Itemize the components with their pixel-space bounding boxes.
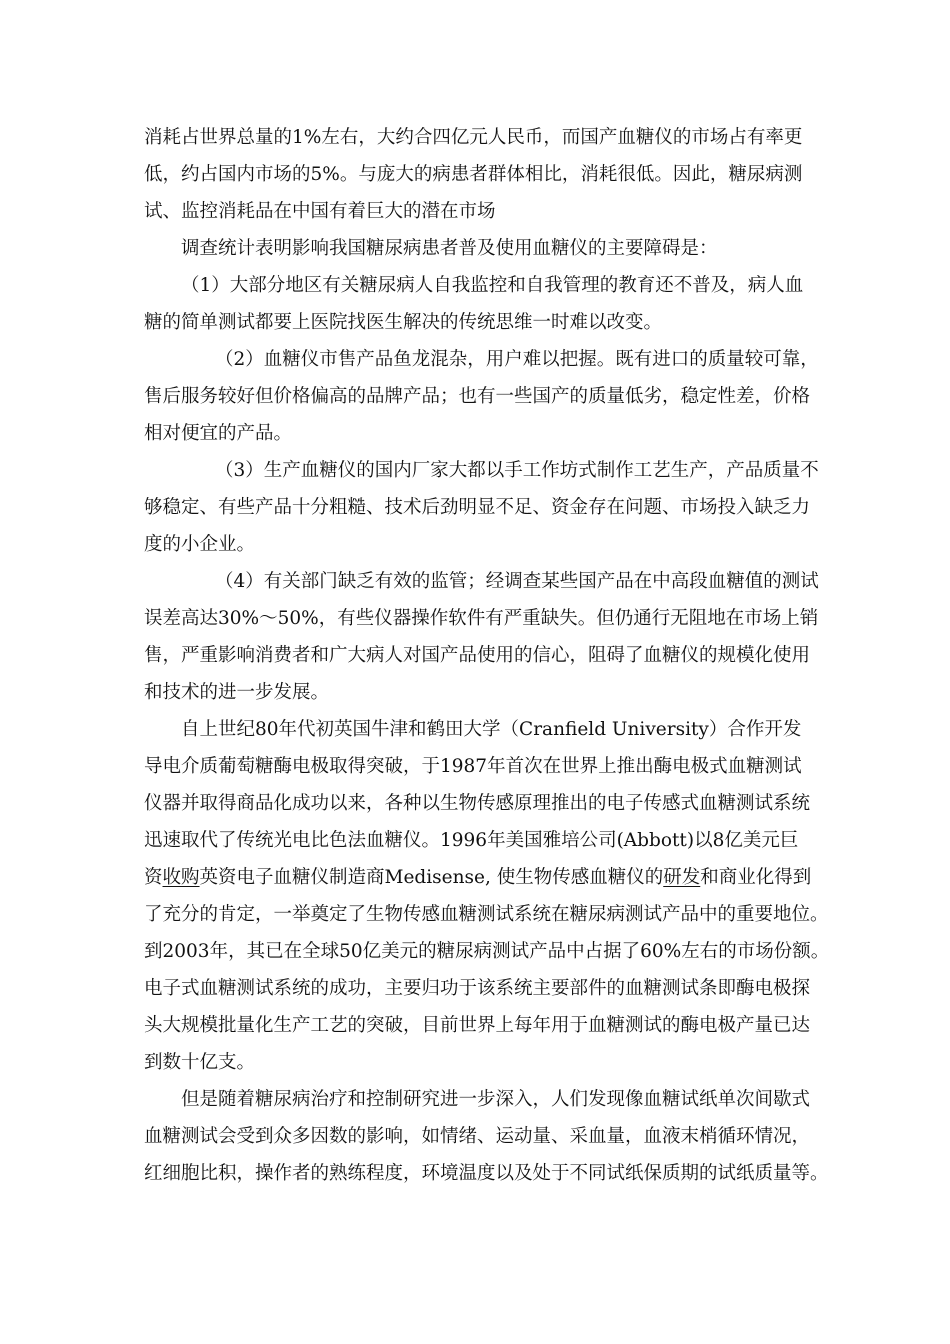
text-line: 低，约占国内市场的5%。与庞大的病患者群体相比，消耗很低。因此，糖尿病测 xyxy=(144,164,803,185)
text-line: 售，严重影响消费者和广大病人对国产品使用的信心，阻碍了血糖仪的规模化使用 xyxy=(144,645,811,666)
text-line: 到数十亿支。 xyxy=(144,1052,256,1073)
text-line: 售后服务较好但价格偏高的品牌产品；也有一些国产的质量低劣，稳定性差，价格 xyxy=(144,386,811,407)
text-line: 但是随着糖尿病治疗和控制研究进一步深入，人们发现像血糖试纸单次间歇式 xyxy=(181,1089,811,1110)
text-line: 资收购英资电子血糖仪制造商Medisense, 使生物传感血糖仪的研发和商业化得到 xyxy=(144,867,812,888)
text-line: 试、监控消耗品在中国有着巨大的潜在市场 xyxy=(144,201,496,222)
text-line: 了充分的肯定，一举奠定了生物传感血糖测试系统在糖尿病测试产品中的重要地位。 xyxy=(144,904,829,925)
text-line: 仪器并取得商品化成功以来，各种以生物传感原理推出的电子传感式血糖测试系统 xyxy=(144,793,811,814)
text-line: 迅速取代了传统光电比色法血糖仪。1996年美国雅培公司(Abbott)以8亿美元巨 xyxy=(144,830,799,851)
text-line: 相对便宜的产品。 xyxy=(144,423,293,444)
text-line: （1）大部分地区有关糖尿病人自我监控和自我管理的教育还不普及，病人血 xyxy=(181,275,804,296)
text-line: 红细胞比积，操作者的熟练程度，环境温度以及处于不同试纸保质期的试纸质量等。 xyxy=(144,1163,829,1184)
text-line: 到2003年，其已在全球50亿美元的糖尿病测试产品中占据了60%左右的市场份额。 xyxy=(144,941,830,962)
text-line: （4）有关部门缺乏有效的监管；经调查某些国产品在中高段血糖值的测试 xyxy=(215,571,819,592)
text-line: （3）生产血糖仪的国内厂家大都以手工作坊式制作工艺生产，产品质量不 xyxy=(215,460,819,481)
hyperlink-1[interactable]: 研发 xyxy=(663,867,701,888)
text-line: 和技术的进一步发展。 xyxy=(144,682,330,703)
text-line: （2）血糖仪市售产品鱼龙混杂，用户难以把握。既有进口的质量较可靠， xyxy=(215,349,819,370)
text-line: 电子式血糖测试系统的成功，主要归功于该系统主要部件的血糖测试条即酶电极探 xyxy=(144,978,811,999)
text-line: 消耗占世界总量的1%左右，大约合四亿元人民币，而国产血糖仪的市场占有率更 xyxy=(144,127,803,148)
text-line: 导电介质葡萄糖酶电极取得突破，于1987年首次在世界上推出酶电极式血糖测试 xyxy=(144,756,802,777)
text-line: 自上世纪80年代初英国牛津和鹤田大学（Cranfield University）合作开发 xyxy=(181,719,802,740)
text-line: 够稳定、有些产品十分粗糙、技术后劲明显不足、资金存在问题、市场投入缺乏力 xyxy=(144,497,811,518)
text-line: 血糖测试会受到众多因数的影响，如情绪、运动量、采血量，血液末梢循环情况， xyxy=(144,1126,811,1147)
text-line: 糖的简单测试都要上医院找医生解决的传统思维一时难以改变。 xyxy=(144,312,663,333)
hyperlink-0[interactable]: 收购 xyxy=(162,867,200,888)
text-line: 头大规模批量化生产工艺的突破，目前世界上每年用于血糖测试的酶电极产量已达 xyxy=(144,1015,811,1036)
text-line: 误差高达30%～50%，有些仪器操作软件有严重缺失。但仍通行无阻地在市场上销 xyxy=(144,608,819,629)
text-line: 调查统计表明影响我国糖尿病患者普及使用血糖仪的主要障碍是： xyxy=(181,238,718,259)
text-line: 度的小企业。 xyxy=(144,534,256,555)
